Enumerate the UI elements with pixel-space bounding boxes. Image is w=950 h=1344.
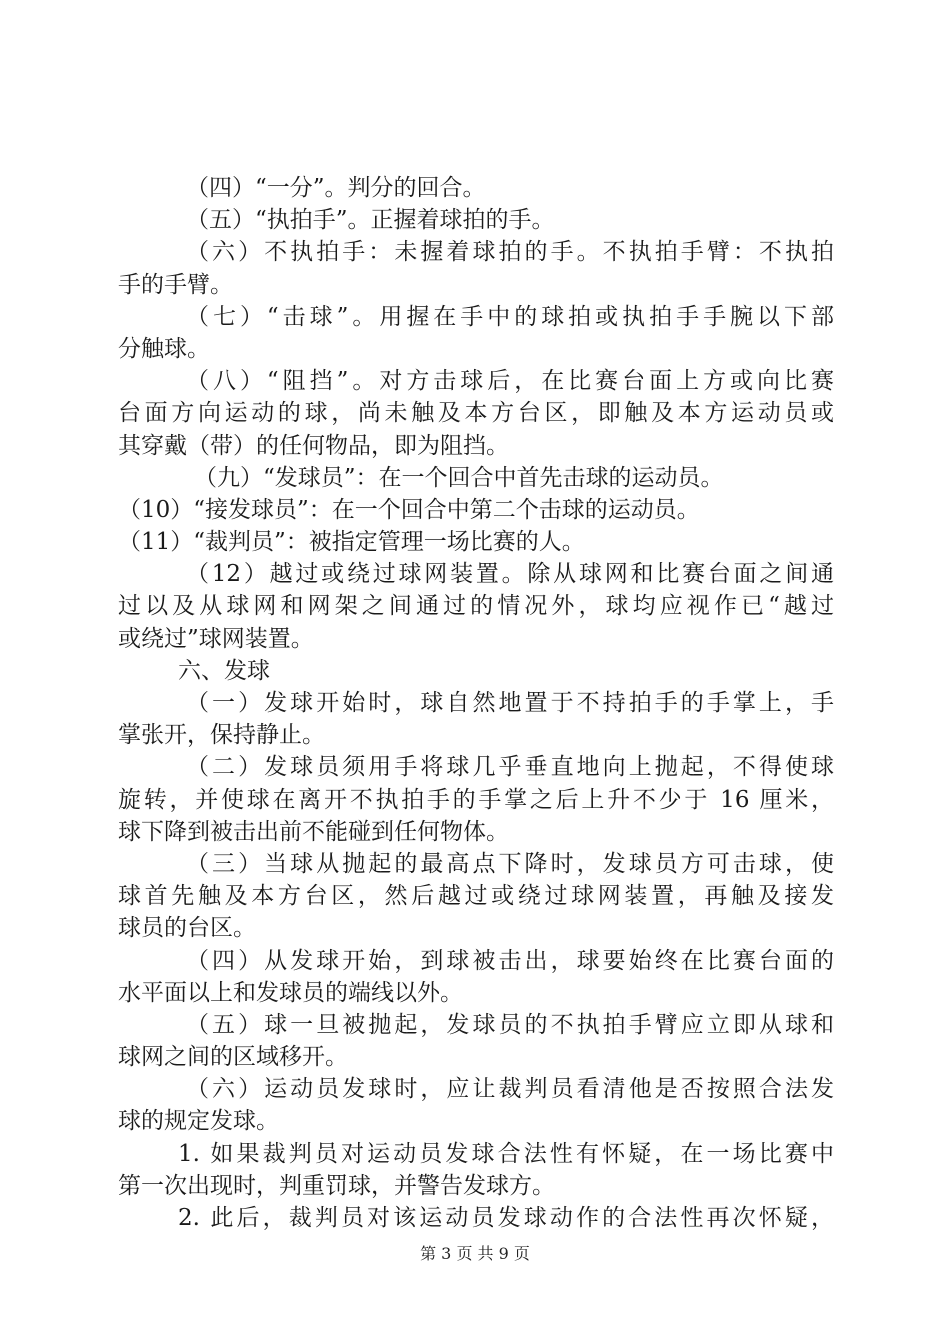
text-line: （八）“阻挡”。对方击球后，在比赛台面上方或向比赛 — [186, 368, 834, 395]
text-line: （10）“接发球员”：在一个回合中第二个击球的运动员。 — [118, 496, 700, 523]
text-line: 水平面以上和发球员的端线以外。 — [118, 979, 463, 1006]
text-line: （11）“裁判员”：被指定管理一场比赛的人。 — [118, 529, 585, 556]
page-footer: 第 3 页 共 9 页 — [420, 1244, 530, 1263]
text-line: （六）运动员发球时，应让裁判员看清他是否按照合法发 — [186, 1076, 834, 1103]
body-text — [118, 172, 834, 1234]
text-line: （九）“发球员”：在一个回合中首先击球的运动员。 — [194, 464, 724, 491]
text-line: （五）球一旦被抛起，发球员的不执拍手臂应立即从球和 — [186, 1011, 834, 1038]
text-line: 六、发球 — [178, 657, 270, 684]
text-line: （二）发球员须用手将球几乎垂直地向上抛起，不得使球 — [186, 754, 834, 781]
text-line: 球首先触及本方台区，然后越过或绕过球网装置，再触及接发 — [118, 883, 834, 910]
text-line: （四）从发球开始，到球被击出，球要始终在比赛台面的 — [186, 947, 834, 974]
text-line: （12）越过或绕过球网装置。除从球网和比赛台面之间通 — [186, 561, 834, 588]
text-line: 过以及从球网和网架之间通过的情况外，球均应视作已“越过 — [118, 593, 834, 620]
text-line: （七）“击球”。用握在手中的球拍或执拍手手腕以下部 — [186, 303, 834, 330]
text-line: 旋转，并使球在离开不执拍手的手掌之后上升不少于 16 厘米， — [118, 786, 834, 813]
text-line: 球网之间的区域移开。 — [118, 1044, 348, 1071]
text-line: 球员的台区。 — [118, 915, 256, 942]
text-line: 2. 此后，裁判员对该运动员发球动作的合法性再次怀疑， — [178, 1205, 834, 1231]
text-line: 掌张开，保持静止。 — [118, 722, 325, 749]
text-line: 手的手臂。 — [118, 271, 233, 298]
text-line: 球的规定发球。 — [118, 1108, 279, 1135]
text-line: 1. 如果裁判员对运动员发球合法性有怀疑，在一场比赛中 — [178, 1140, 834, 1167]
text-line: （六）不执拍手：未握着球拍的手。不执拍手臂：不执拍 — [186, 239, 834, 266]
text-line: （一）发球开始时，球自然地置于不持拍手的手掌上，手 — [186, 690, 834, 716]
text-line: （三）当球从抛起的最高点下降时，发球员方可击球，使 — [186, 850, 834, 877]
text-line: 或绕过”球网装置。 — [118, 625, 314, 652]
text-line: 台面方向运动的球，尚未触及本方台区，即触及本方运动员或 — [118, 400, 834, 427]
text-line: 其穿戴（带）的任何物品，即为阻挡。 — [118, 432, 509, 459]
text-line: （五）“执拍手”。正握着球拍的手。 — [186, 207, 555, 234]
text-line: 球下降到被击出前不能碰到任何物体。 — [118, 818, 509, 845]
text-line: （四）“一分”。判分的回合。 — [186, 175, 486, 201]
text-line: 分触球。 — [118, 335, 210, 362]
text-line: 第一次出现时，判重罚球，并警告发球方。 — [118, 1172, 555, 1199]
